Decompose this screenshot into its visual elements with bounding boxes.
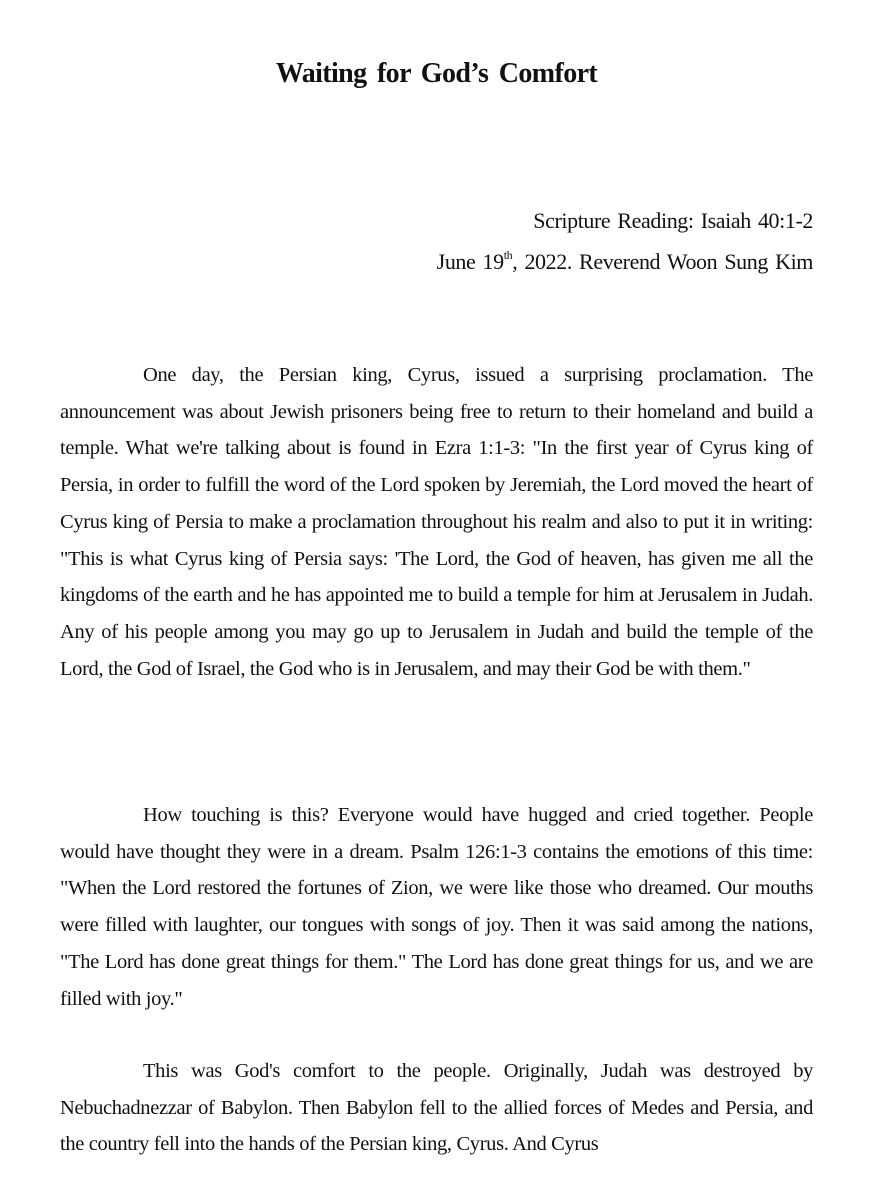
page-title: Waiting for God’s Comfort (275, 58, 598, 89)
scripture-reading: Scripture Reading: Isaiah 40:1-2 (533, 208, 813, 233)
date-author-suffix: , 2022. Reverend Woon Sung Kim (512, 249, 813, 274)
body-paragraph-2: How touching is this? Everyone would have hugged and cried together. People would have thought they were in a dream. Psalm 126:1-3 contains the emotions of this time: "When the Lord restored the fortunes of Zion, we were like those who dreamed. Our mouths were filled with laughter, our tongues with songs of joy. Then it was said among the nations, "The Lord has done great things for them." The Lord has done great things for us, and we are filled with joy." (60, 804, 813, 1010)
date-prefix: June 19 (436, 249, 504, 274)
date-author-line (437, 247, 813, 277)
body-paragraph-1: One day, the Persian king, Cyrus, issued a surprising proclamation. The announcement was about Jewish prisoners being free to return to their homeland and build a temple. What we're talking about is found in Ezra 1:1-3: "In the first year of Cyrus king of Persia, in order to fulfill the word of the Lord spoken by Jeremiah, the Lord moved the heart of Cyrus king of Persia to make a proclamation throughout his realm and also to put it in writing: "This is what Cyrus king of Persia says: 'The Lord, the God of heaven, has given me all the kingdoms of the earth and he has appointed me to build a temple for him at Jerusalem in Judah. Any of his people among you may go up to Jerusalem in Judah and build the temple of the Lord, the God of Israel, the God who is in Jerusalem, and may their God be with them." (60, 364, 813, 680)
body-paragraph-3: This was God's comfort to the people. Originally, Judah was destroyed by Nebuchadnezzar of Babylon. Then Babylon fell to the allied forces of Medes and Persia, and the country fell into the hands of the Persian king, Cyrus. And Cyrus (60, 1060, 813, 1156)
date-ordinal-suffix: th (503, 247, 513, 262)
